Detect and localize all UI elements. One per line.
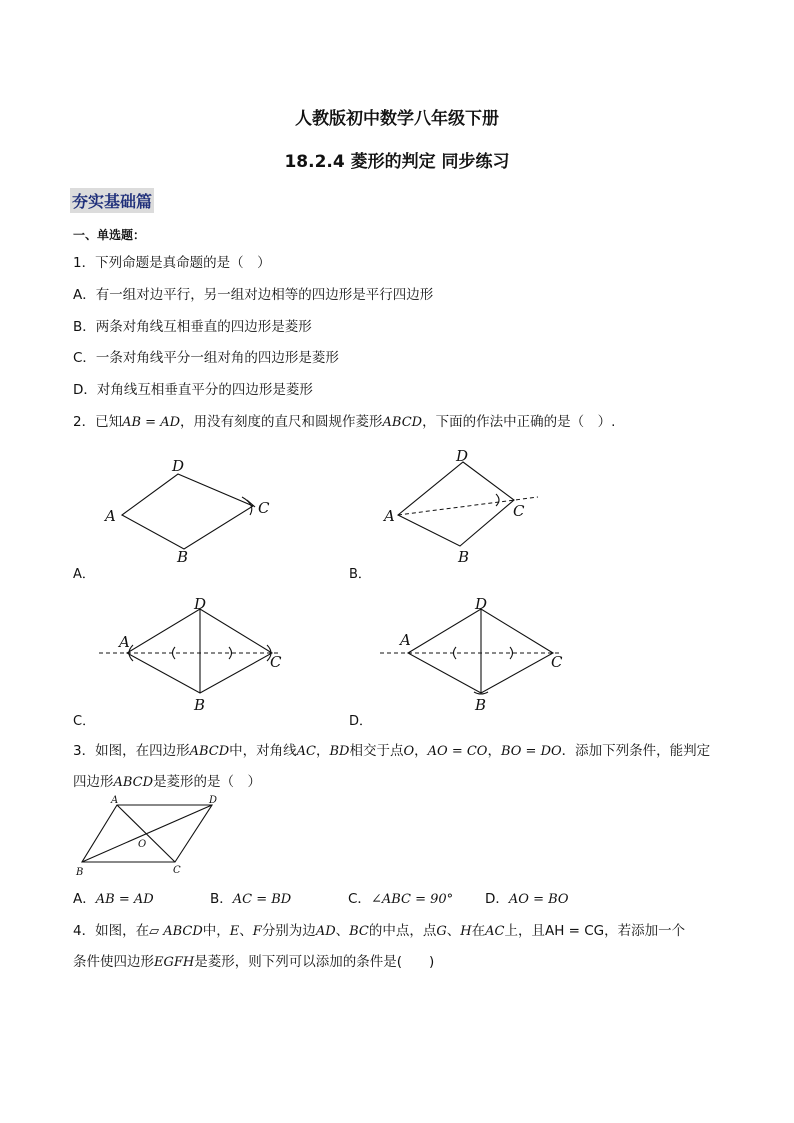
q3-math: ABCD (189, 744, 230, 759)
q3-math: O (403, 744, 415, 759)
q4-math: EGFH (154, 955, 195, 970)
q4-math: H (460, 924, 472, 939)
q2-math-abcd: ABCD (382, 415, 423, 430)
label-d: D (209, 795, 218, 806)
q3-option-b (210, 887, 291, 907)
label-c: C (513, 502, 525, 520)
label-a: A (111, 795, 119, 806)
q3-stem-line2 (73, 770, 261, 790)
label-a: A (400, 631, 411, 649)
document-subtitle: 18.2.4 菱形的判定 同步练习 (284, 152, 510, 172)
label-o: O (138, 839, 147, 850)
q2-text-2: ，用没有刻度的直尺和圆规作菱形 (180, 414, 383, 430)
q3-math: BO = DO (500, 744, 562, 759)
label-b: B (475, 696, 487, 714)
q4-text: 条件使四边形 (73, 954, 154, 970)
label-a: A (105, 507, 116, 525)
section-heading: 夯实基础篇 (70, 188, 154, 213)
q4-stem-line2 (73, 950, 434, 970)
q3-math: AC (296, 744, 316, 759)
q4-text: 、 (239, 923, 253, 939)
q3-stem-line1 (73, 739, 710, 759)
option-label: C． (348, 891, 371, 907)
option-label: A． (73, 891, 96, 907)
q3-option-c (348, 887, 453, 907)
q3-option-d (485, 887, 569, 907)
q2-label-a: A． (73, 567, 95, 582)
q1-option-d: D．对角线互相垂直平分的四边形是菱形 (73, 382, 313, 398)
q3-text: ， (487, 743, 501, 759)
q4-text: 是菱形，则下列可以添加的条件是( ) (194, 954, 435, 970)
q3-math: ABCD (113, 775, 154, 790)
option-math: AB = AD (95, 892, 154, 907)
q4-text: 的中点，点 (368, 923, 437, 939)
q3-text: ， (316, 743, 330, 759)
q3-text: 3．如图，在四边形 (73, 743, 190, 759)
q2-figure-a (100, 455, 290, 565)
label-b: B (458, 548, 470, 563)
label-d: D (456, 448, 469, 465)
arc-mark (496, 494, 499, 506)
q4-math: AC (485, 924, 505, 939)
q3-text: 四边形 (73, 774, 114, 790)
q4-text: 、 (335, 923, 350, 939)
q4-math: E (229, 924, 240, 939)
q2-figure-c (97, 595, 297, 715)
q4-math: AD (315, 924, 336, 939)
q2-math-ab-ad: AB = AD (122, 415, 181, 430)
q4-math: ▱ ABCD (149, 924, 203, 939)
option-label: B． (210, 891, 233, 907)
q1-stem: 1．下列命题是真命题的是（ ） (73, 255, 271, 271)
option-math: AO = BO (508, 892, 569, 907)
q2-figure-b (378, 448, 548, 563)
label-c: C (173, 865, 181, 876)
diagonal-bd (82, 805, 212, 862)
q1-option-a: A．有一组对边平行，另一组对边相等的四边形是平行四边形 (73, 287, 434, 303)
q4-text: 中， (202, 923, 230, 939)
q3-text: ， (414, 743, 428, 759)
q3-math: AO = CO (427, 744, 488, 759)
q3-math: BD (329, 744, 350, 759)
option-math: ∠ABC = 90° (370, 892, 454, 907)
q3-text: 相交于点 (349, 743, 404, 759)
q3-text: 中，对角线 (229, 743, 297, 759)
label-b: B (194, 696, 206, 714)
q2-text-3: ，下面的作法中正确的是（ ）. (422, 414, 616, 430)
arc-mark (510, 647, 513, 659)
label-b: B (76, 867, 84, 878)
option-label: D． (485, 891, 509, 907)
label-b: B (177, 548, 189, 565)
q4-math: F (252, 924, 262, 939)
option-math: AC = BD (232, 892, 292, 907)
q2-text-1: 2．已知 (73, 414, 123, 430)
q3-option-a (73, 887, 154, 907)
q4-text: 、 (446, 923, 461, 939)
rhombus-outline (122, 474, 253, 549)
q3-figure (72, 792, 232, 882)
label-c: C (258, 499, 270, 517)
q3-text: ．添加下列条件，能判定 (561, 743, 711, 759)
label-d: D (172, 457, 185, 475)
label-c: C (270, 653, 282, 671)
q2-figure-d (378, 595, 578, 715)
q2-label-c: C． (73, 714, 96, 729)
q4-stem-line1 (73, 919, 685, 939)
q4-text: 在 (471, 923, 486, 939)
label-d: D (194, 595, 207, 613)
rhombus-outline (398, 462, 514, 546)
label-c: C (551, 653, 563, 671)
q4-text: 4．如图，在 (73, 923, 150, 939)
arc-mark (173, 647, 176, 659)
label-a: A (119, 633, 130, 651)
arc-mark (454, 647, 457, 659)
document-title: 人教版初中数学八年级下册 (295, 109, 499, 129)
q2-label-b: B． (349, 567, 371, 582)
q4-text: 上，且AH = CG，若添加一个 (504, 923, 686, 939)
q4-text: 分别为边 (261, 923, 316, 939)
q1-option-b: B．两条对角线互相垂直的四边形是菱形 (73, 319, 312, 335)
arc-mark (229, 647, 232, 659)
q1-option-c: C．一条对角线平分一组对角的四边形是菱形 (73, 350, 339, 366)
part-heading: 一、单选题： (73, 228, 146, 242)
q3-text: 是菱形的是（ ） (153, 774, 262, 790)
q4-math: BC (349, 924, 369, 939)
q2-stem (73, 410, 615, 430)
q2-label-d: D． (349, 714, 373, 729)
q4-math: G (436, 924, 447, 939)
label-d: D (475, 595, 488, 613)
label-a: A (384, 507, 395, 525)
